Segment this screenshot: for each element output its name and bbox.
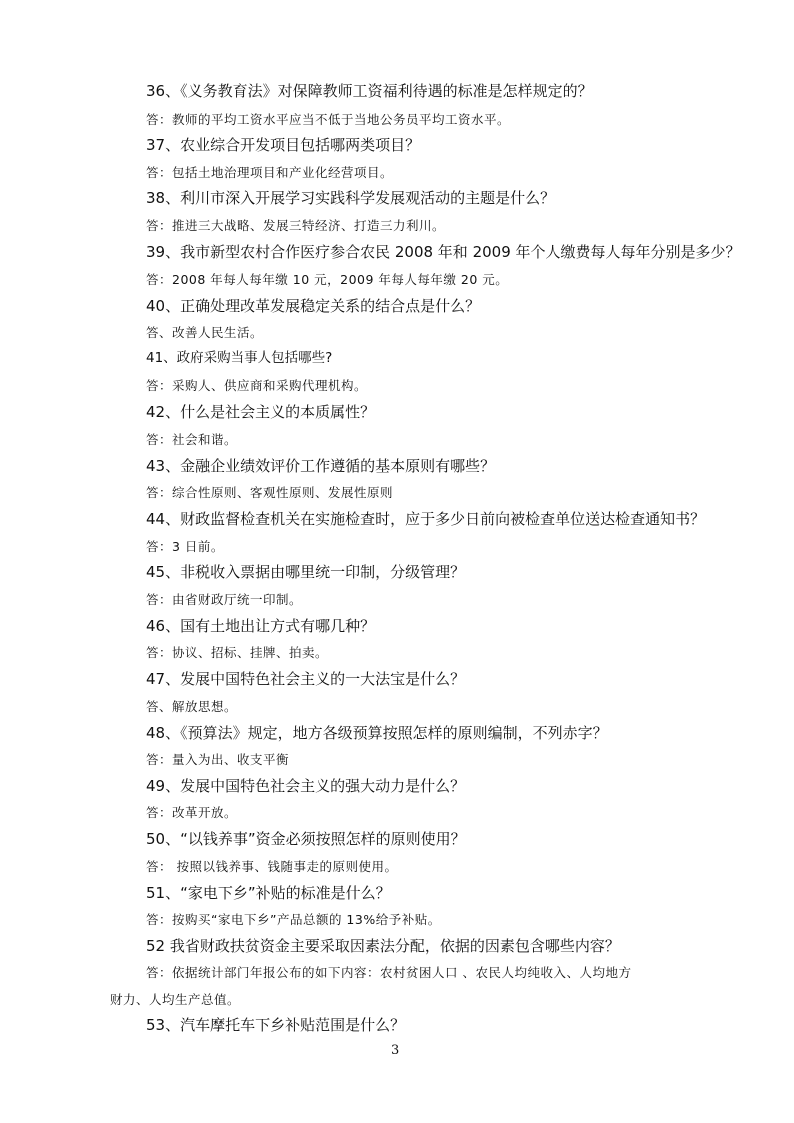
question-36: 36、《义务教育法》对保障教师工资福利待遇的标准是怎样规定的？	[146, 82, 593, 100]
question-45: 45、非税收入票据由哪里统一印制，分级管理？	[146, 563, 466, 581]
question-41: 41、政府采购当事人包括哪些?	[146, 350, 333, 366]
question-48: 48、《预算法》规定，地方各级预算按照怎样的原则编制，不列赤字？	[146, 724, 608, 742]
answer-39: 答：2008 年每人每年缴 10 元，2009 年每人每年缴 20 元。	[146, 272, 509, 287]
question-38: 38、利川市深入开展学习实践科学发展观活动的主题是什么？	[146, 189, 556, 207]
answer-46: 答：协议、招标、挂牌、拍卖。	[146, 645, 329, 660]
question-40: 40、正确处理改革发展稳定关系的结合点是什么？	[146, 297, 481, 315]
answer-51: 答：按购买“家电下乡”产品总额的 13%给予补贴。	[146, 912, 441, 927]
question-52: 52 我省财政扶贫资金主要采取因素法分配，依据的因素包含哪些内容？	[146, 937, 620, 955]
answer-45: 答：由省财政厅统一印制。	[146, 592, 303, 607]
question-46: 46、国有土地出让方式有哪几种？	[146, 617, 376, 635]
answer-50: 答： 按照以钱养事、钱随事走的原则使用。	[146, 859, 398, 874]
answer-49: 答：改革开放。	[146, 805, 238, 820]
question-47: 47、发展中国特色社会主义的一大法宝是什么？	[146, 670, 466, 688]
question-42: 42、什么是社会主义的本质属性？	[146, 403, 376, 421]
answer-52: 答：依据统计部门年报公布的如下内容：农村贫困人口 、农民人均纯收入、人均地方	[146, 965, 632, 980]
answer-36: 答：教师的平均工资水平应当不低于当地公务员平均工资水平。	[146, 112, 511, 127]
answer-44: 答：3 日前。	[146, 539, 224, 554]
answer-47: 答、解放思想。	[146, 699, 238, 714]
question-50: 50、“以钱养事”资金必须按照怎样的原则使用？	[146, 830, 466, 848]
answer-43: 答：综合性原则、客观性原则、发展性原则	[146, 485, 394, 500]
answer-40: 答、改善人民生活。	[146, 325, 264, 340]
answer-37: 答：包括土地治理项目和产业化经营项目。	[146, 165, 394, 180]
page-number: 3	[391, 1043, 400, 1058]
answer-52-continuation: 财力、人均生产总值。	[110, 992, 241, 1007]
question-53: 53、汽车摩托车下乡补贴范围是什么？	[146, 1016, 406, 1034]
question-51: 51、“家电下乡”补贴的标准是什么？	[146, 884, 391, 902]
question-49: 49、发展中国特色社会主义的强大动力是什么？	[146, 777, 466, 795]
question-39: 39、我市新型农村合作医疗参合农民 2008 年和 2009 年个人缴费每人每年分别是多少？	[146, 243, 741, 261]
answer-41: 答：采购人、供应商和采购代理机构。	[146, 378, 368, 393]
question-37: 37、农业综合开发项目包括哪两类项目？	[146, 136, 421, 154]
question-44: 44、财政监督检查机关在实施检查时，应于多少日前向被检查单位送达检查通知书？	[146, 510, 706, 528]
answer-48: 答：量入为出、收支平衡	[146, 752, 290, 767]
answer-42: 答：社会和谐。	[146, 432, 238, 447]
question-43: 43、金融企业绩效评价工作遵循的基本原则有哪些？	[146, 457, 496, 475]
answer-38: 答：推进三大战略、发展三特经济、打造三力利川。	[146, 218, 446, 233]
